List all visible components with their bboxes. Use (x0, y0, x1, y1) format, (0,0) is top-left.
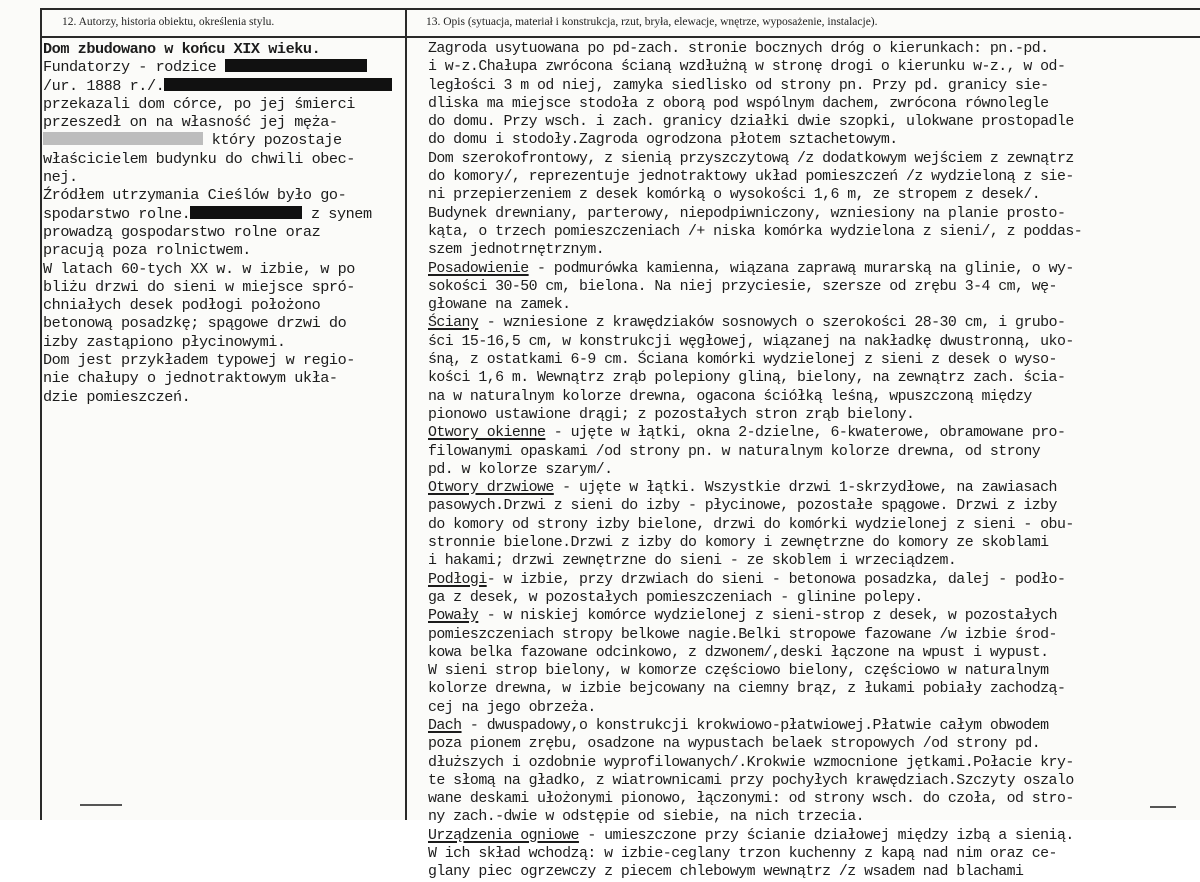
line-text: szem jednotrnętrznym. (428, 242, 605, 259)
text-line (428, 827, 1192, 845)
section-keyword: Dach (428, 717, 462, 734)
text-line (428, 58, 1192, 76)
text-line (428, 424, 1192, 442)
text-line: bliżu drzwi do sieni w miejsce spró- (43, 277, 355, 296)
line-text: - w izbie, przy drzwiach do sieni - betonowa posadzka, dalej - podło- (486, 571, 1066, 588)
line-text: - dwuspadowy,o konstrukcji krokwiowo-płatwiowej.Płatwie całym obwodem (461, 717, 1049, 734)
text-line (428, 497, 1192, 515)
text-line (428, 845, 1192, 863)
line-text: do komory/, reprezentuje jednotraktowy układ pomieszczeń /z wydzieloną z sie- (428, 169, 1074, 186)
line-text: ległości 3 m od niej, zamyka siedlisko od strony pn. Przy pd. granicy sie- (428, 77, 1049, 94)
line-text: - podmurówka kamienna, wiązana zaprawą murarską na glinie, o wy- (528, 260, 1074, 277)
line-text: ny zach.-dwie w odstępie od siebie, na nich trzecia. (428, 809, 865, 826)
section-keyword: Urządzenia ogniowe (428, 827, 579, 844)
text-line (428, 626, 1192, 644)
line-text: do domu. Przy wsch. i zach. granicy działki dwie szopki, ulokwane prostopadle (428, 114, 1074, 131)
line-text: Budynek drewniany, parterowy, niepodpiwniczony, wzniesiony na planie prosto- (428, 205, 1066, 222)
line-text: stronnie bielone.Drzwi z izby do komory i zewnętrzne do komory ze skoblami (428, 535, 1049, 552)
text-line: przeszedł on na własność jej męża- (43, 113, 338, 132)
section-13-heading: 13. Opis (sytuacja, materiał i konstrukcja, rzut, bryła, elewacje, wnętrze, wyposażenie, instalacje). (426, 16, 878, 28)
text-line (428, 278, 1192, 296)
section-keyword: Otwory okienne (428, 425, 546, 442)
line-text: - ujęte w łątki, okna 2-dzielne, 6-kwaterowe, obramowane pro- (545, 425, 1066, 442)
line-text: pasowych.Drzwi z sieni do izby - płycinowe, pozostałe spągowe. Drzwi z izby (428, 498, 1057, 515)
text-line (428, 662, 1192, 680)
line-text: sokości 30-50 cm, bielona. Na niej przyciesie, szersze od zrębu 3-4 cm, wę- (428, 278, 1057, 295)
text-line: nie chałupy o jednotraktowym ukła- (43, 369, 338, 388)
text-line (428, 571, 1192, 589)
text-line (428, 644, 1192, 662)
text-line (428, 552, 1192, 570)
line-text: Dom szerokofrontowy, z sienią przyszczytową /z dodatkowym wejściem z zewnątrz (428, 150, 1074, 167)
top-rule (40, 8, 1200, 10)
line-text: do domu i stodoły.Zagroda ogrodzona płotem sztachetowym. (428, 132, 898, 149)
footer-mark (80, 804, 122, 806)
line-text: kolorze drewna, w izbie bejcowany na ciemny brąz, z łukami pobiały zachodzą- (428, 681, 1066, 698)
redaction-bar (43, 132, 203, 145)
line-text: kowa belka fazowane odcinkowo, z dzwonem/,deski łączone na wpust i wypust. (428, 644, 1049, 661)
text-line (428, 461, 1192, 479)
section-keyword: Otwory drzwiowe (428, 480, 554, 497)
text-line: który pozostaje (43, 131, 403, 149)
line-text: i w-z.Chałupa zwrócona ścianą wzdłużną w stronę drogi o kierunku w-z., w od- (428, 59, 1066, 76)
line-text: W sieni strop bielony, w komorze częściowo bielony, częściowo w naturalnym (428, 663, 1049, 680)
text-line (428, 314, 1192, 332)
text-line (428, 388, 1192, 406)
text-line: prowadzą gospodarstwo rolne oraz (43, 222, 321, 241)
text-line (428, 607, 1192, 625)
text-line (428, 534, 1192, 552)
text-line (428, 186, 1192, 204)
line-text: do komory od strony izby bielone, drzwi do komórki wydzielonej z sieni - obu- (428, 516, 1074, 533)
column-divider (405, 8, 407, 820)
left-edge-rule (40, 8, 42, 820)
line-text: Zagroda usytuowana po pd-zach. stronie bocznych dróg o kierunkach: pn.-pd. (428, 41, 1049, 57)
line-text: dliska ma miejsce stodoła z oborą pod wspólnym dachem, zwrócona równolegle (428, 95, 1049, 112)
line-text: śną, z ostatkami 6-9 cm. Ściana komórki wydzielonej z sieni z desek o wyso- (428, 352, 1057, 369)
text-line: betonową posadzkę; spągowe drzwi do (43, 314, 347, 333)
text-line: nej. (43, 168, 78, 187)
text-line (428, 260, 1192, 278)
section-12-heading: 12. Autorzy, historia obiektu, określenia stylu. (62, 16, 275, 28)
text-line: pracują poza rolnictwem. (43, 241, 251, 260)
text-line (428, 296, 1192, 314)
line-text: pionowo ustawione drągi; z pozostałych stron zrąb bielony. (428, 406, 915, 423)
line-text: - w niskiej komórce wydzielonej z sieni-strop z desek, w pozostałych (478, 608, 1057, 625)
text-line (428, 699, 1192, 717)
text-line (428, 443, 1192, 461)
text-line: Fundatorzy - rodzice (43, 58, 403, 76)
line-text: te słomą na gładko, z wiatrownicami przy pochyłych krawędziach.Szczyty oszalo (428, 772, 1074, 789)
line-text: - umieszczone przy ścianie działowej między izbą a sienią. (578, 827, 1074, 844)
line-text: i hakami; drzwi zewnętrzne do sieni - ze skoblem i wrzeciądzem. (428, 553, 957, 570)
text-line (428, 40, 1192, 58)
text-line (428, 790, 1192, 808)
redaction-bar (190, 206, 302, 219)
text-line: przekazali dom córce, po jej śmierci (43, 94, 355, 113)
text-line (428, 754, 1192, 772)
redaction-bar (164, 78, 392, 91)
line-text: wane deskami ułożonymi pionowo, łączonymi: od strony wsch. do czoła, od stro- (428, 791, 1074, 808)
line-text: pd. w kolorze szarym/. (428, 461, 613, 478)
text-line (428, 205, 1192, 223)
text-line: chniałych desek podłogi położono (43, 296, 321, 315)
line-text: - wzniesione z krawędziaków sosnowych o szerokości 28-30 cm, i grubo- (478, 315, 1066, 332)
line-text: poza pionem zrębu, osadzone na wypustach belaek stropowych /od strony pd. (428, 736, 1041, 753)
line-text: ga z desek, w pozostałych pomieszczeniach - glinine polepy. (428, 589, 923, 606)
text-line: Dom zbudowano w końcu XIX wieku. (43, 40, 321, 58)
line-text: ści 15-16,5 cm, w konstrukcji węgłowej, wiązanej na nakładkę dwustronną, uko- (428, 333, 1074, 350)
text-line: /ur. 1888 r./. (43, 77, 403, 95)
text-line (428, 168, 1192, 186)
description-column (428, 40, 1192, 882)
section-keyword: Posadowienie (428, 260, 529, 277)
text-line (428, 516, 1192, 534)
text-line (428, 479, 1192, 497)
text-line: W latach 60-tych XX w. w izbie, w po (43, 259, 355, 278)
text-line (428, 223, 1192, 241)
text-line (428, 241, 1192, 259)
text-line (428, 406, 1192, 424)
line-text: głowane na zamek. (428, 297, 571, 314)
section-keyword: Podłogi (428, 571, 487, 588)
line-text: cej na jego obrzeża. (428, 699, 596, 716)
text-line (428, 77, 1192, 95)
text-line (428, 589, 1192, 607)
text-line: izby zastąpiono płycinowymi. (43, 332, 286, 351)
text-line (428, 95, 1192, 113)
redaction-bar (225, 59, 367, 72)
text-line (428, 808, 1192, 826)
line-text: pomieszczeniach stropy belkowe nagie.Belki stropowe fazowane /w izbie środ- (428, 626, 1057, 643)
line-text: - ujęte w łątki. Wszystkie drzwi 1-skrzydłowe, na zawiasach (553, 480, 1057, 497)
line-text: filowanymi opaskami /od strony pn. w naturalnym kolorze drewna, od strony (428, 443, 1041, 460)
line-text: W ich skład wchodzą: w izbie-ceglany trzon kuchenny z kapą nad nim oraz ce- (428, 846, 1057, 863)
text-line (428, 717, 1192, 735)
text-line (428, 351, 1192, 369)
line-text: glany piec ogrzewczy z piecem chlebowym wewnątrz /z wsadem nad blachami (428, 864, 1024, 881)
text-line (428, 680, 1192, 698)
text-line: Dom jest przykładem typowej w regio- (43, 351, 355, 370)
text-line (428, 113, 1192, 131)
text-line: spodarstwo rolne. z synem (43, 204, 372, 223)
header-rule (40, 36, 1200, 38)
line-text: dłuższych i ozdobnie wyprofilowanych/.Krokwie wzmocnione jętkami.Połacie kry- (428, 754, 1074, 771)
text-line (428, 772, 1192, 790)
line-text: kąta, o trzech pomieszczeniach /+ niska komórka wydzielona z sieni/, z poddas- (428, 223, 1083, 240)
history-column (43, 40, 403, 406)
text-line (428, 333, 1192, 351)
line-text: ni przepierzeniem z desek komórką o wysokości 1,6 m, ze stropem z desek/. (428, 187, 1041, 204)
text-line: właścicielem budynku do chwili obec- (43, 149, 355, 168)
text-line (428, 369, 1192, 387)
section-keyword: Ściany (428, 315, 479, 332)
section-keyword: Powały (428, 608, 479, 625)
text-line (428, 150, 1192, 168)
text-line: dzie pomieszczeń. (43, 387, 191, 406)
text-line (428, 863, 1192, 881)
text-line (428, 131, 1192, 149)
line-text: na w naturalnym kolorze drewna, ogacona ściółką leśną, wpuszczoną między (428, 388, 1032, 405)
text-line: Źródłem utrzymania Cieślów było go- (43, 186, 347, 205)
text-line (428, 735, 1192, 753)
line-text: kości 1,6 m. Wewnątrz zrąb polepiony gliną, bielony, na zewnątrz zach. ścia- (428, 370, 1066, 387)
